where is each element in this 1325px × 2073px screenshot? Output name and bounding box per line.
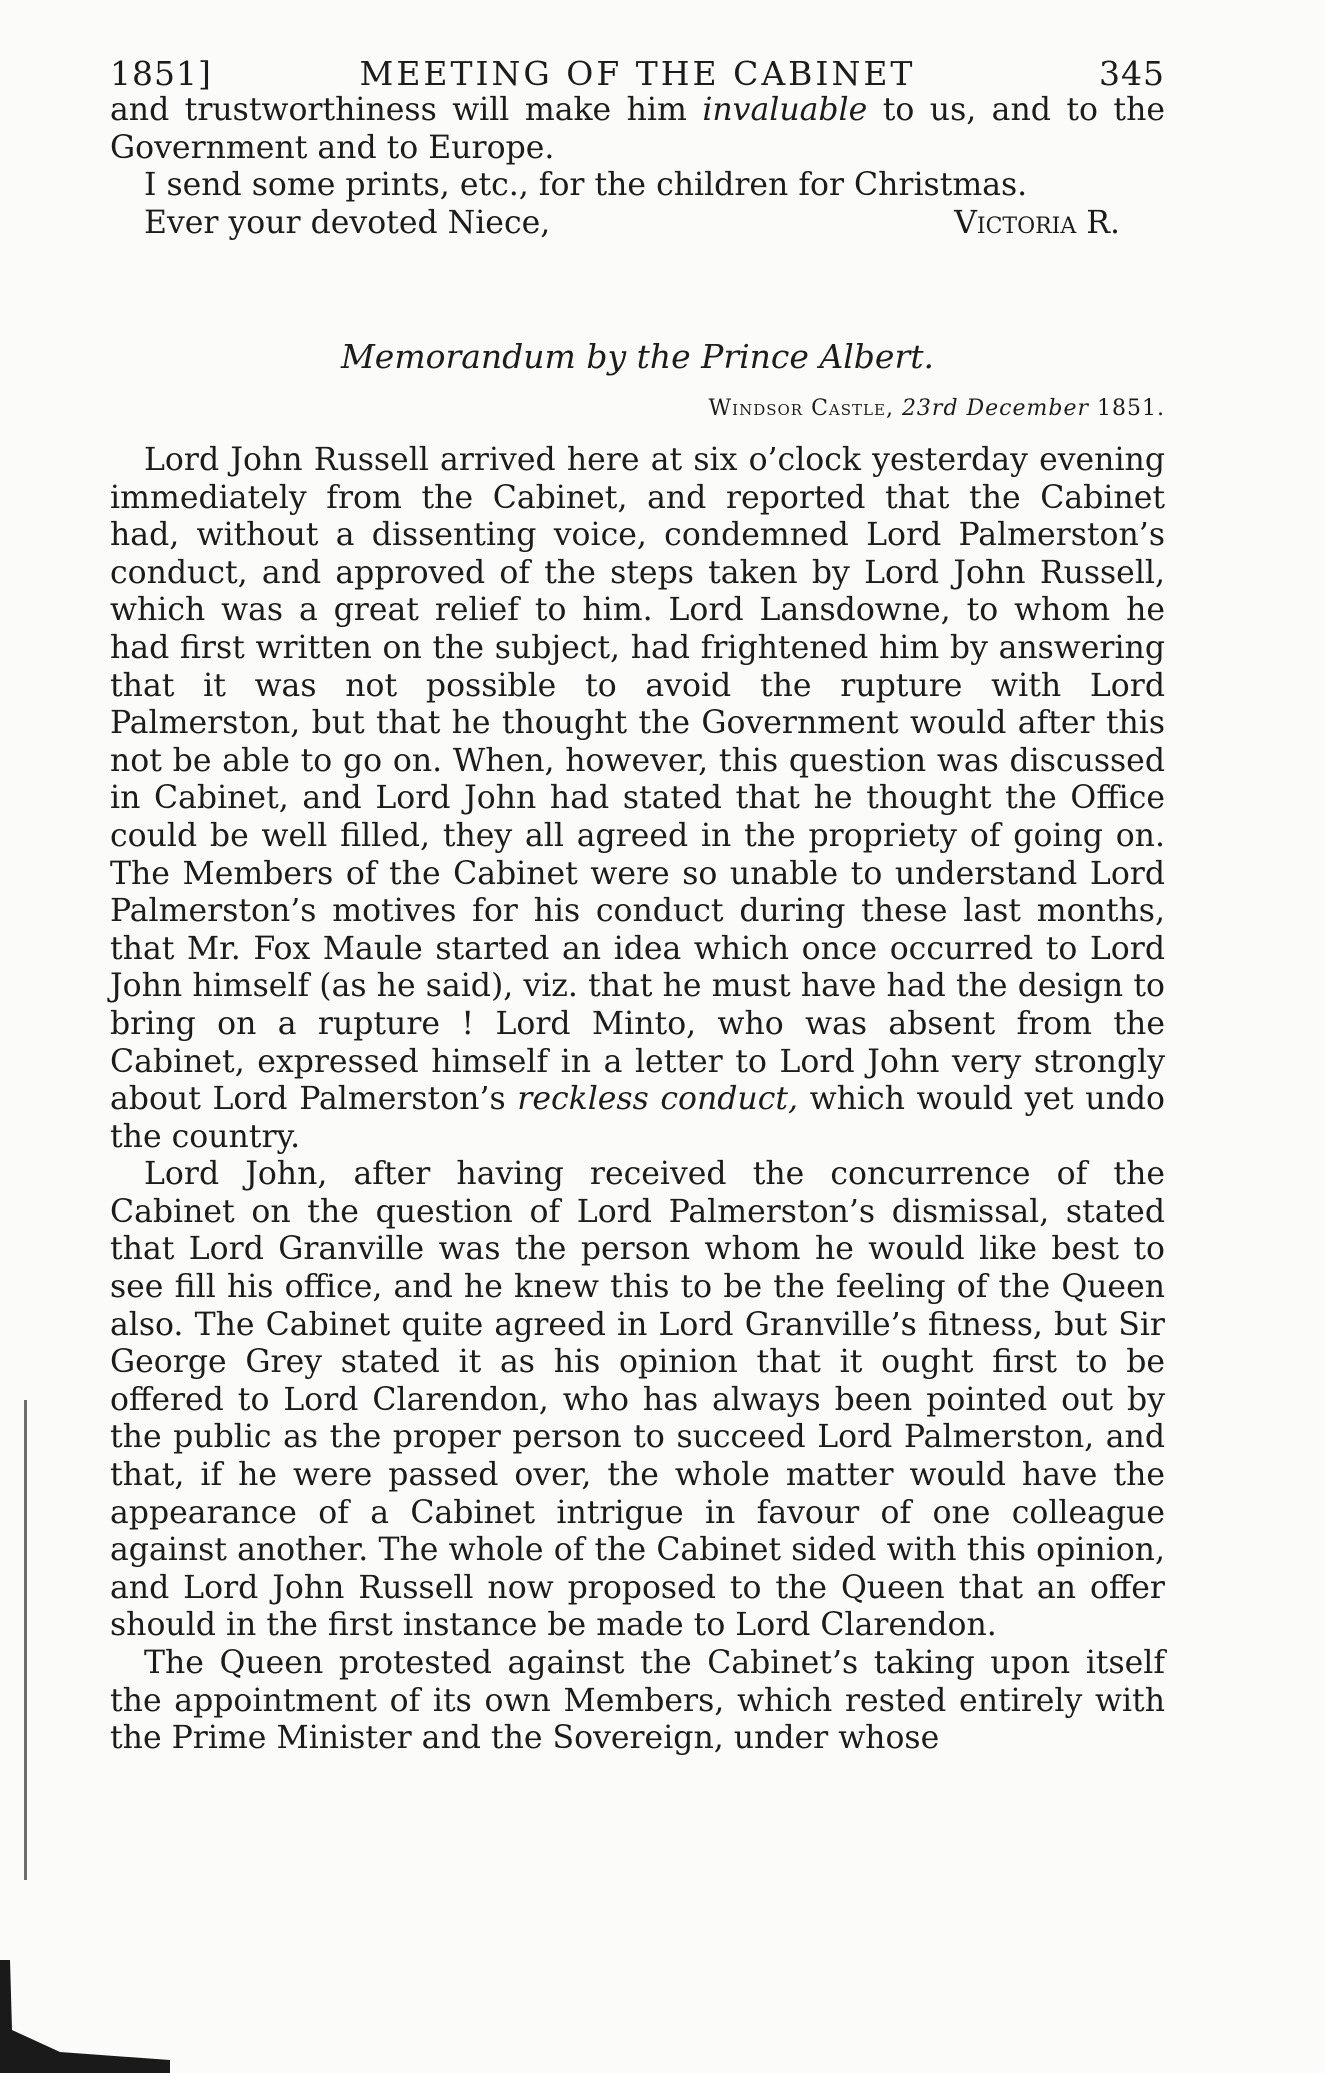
scan-corner-mark: [0, 1960, 170, 2073]
memo-title: Memorandum by the Prince Albert.: [341, 337, 934, 376]
letter-paragraph-2: I send some prints, etc., for the children for Christmas.: [144, 167, 1028, 204]
memo-place: Windsor Castle,: [708, 396, 894, 421]
emphasis-invaluable: invaluable: [702, 92, 868, 128]
header-year: 1851]: [110, 54, 212, 93]
letter-ending: [110, 92, 1165, 242]
letter-closing: [110, 205, 1165, 243]
memo-paragraph-1: Lord John Russell arrived here at six o’clock yesterday evening immediately from the Cabinet, and reported that the Cabinet had, without a dissenting voice, condemned Lord Palmerston’s conduct, and approved of the steps taken by Lord John Russell, which was a great relief to him. Lord Lansdowne, to whom he had first written on the subject, had frightened him by answering that it was not possible to avoid the rupture with Lord Palmerston, but that he thought the Government would after this not be able to go on. When, however, this question was discussed in Cabinet, and Lord John had stated that he thought the Office could be well filled, they all agreed in the propriety of going on. The Members of the Cabinet were so unable to understand Lord Palmerston’s motives for his conduct during these last months, that Mr. Fox Maule started an idea which once occurred to Lord John himself (as he said), viz. that he must have had the design to bring on a rupture ! Lord Minto, who was absent from the Cabinet, expressed himself in a letter to Lord John very strongly about Lord Palmerston’s reckless conduct, which would yet undo the country.: [110, 442, 1165, 1155]
memo-paragraph-2: Lord John, after having received the concurrence of the Cabinet on the question of Lord Palmerston’s dismissal, stated that Lord Granville was the person whom he would like best to see fill his office, and he knew this to be the feeling of the Queen also. The Cabinet quite agreed in Lord Granville’s fitness, but Sir George Grey stated it as his opinion that it ought first to be offered to Lord Clarendon, who has always been pointed out by the public as the proper person to succeed Lord Palmerston, and that, if he were passed over, the whole matter would have the appearance of a Cabinet intrigue in favour of one colleague against another. The whole of the Cabinet sided with this opinion, and Lord John Russell now proposed to the Queen that an offer should in the first instance be made to Lord Clarendon.: [110, 1156, 1165, 1644]
closing-text: Ever your devoted Niece,: [144, 204, 551, 241]
margin-rule: [24, 1400, 27, 1880]
letter-paragraph-1: and trustworthiness will make him invaluable to us, and to the Government and to Europe.: [110, 92, 1165, 166]
memo-year: 1851.: [1097, 396, 1165, 421]
memo-dateline: [110, 396, 1165, 421]
memo-paragraph-3: The Queen protested against the Cabinet’s taking upon itself the appointment of its own Members, which rested entirely with the Prime Minister and the Sovereign, under whose: [110, 1645, 1165, 1757]
signature: Victoria R.: [954, 204, 1120, 241]
memo-date: 23rd December: [901, 396, 1090, 421]
header-title: MEETING OF THE CABINET: [359, 54, 916, 93]
emphasis-reckless-conduct: reckless conduct,: [517, 1081, 799, 1118]
memo-body: [110, 442, 1165, 1758]
page-number: 345: [1099, 54, 1165, 93]
